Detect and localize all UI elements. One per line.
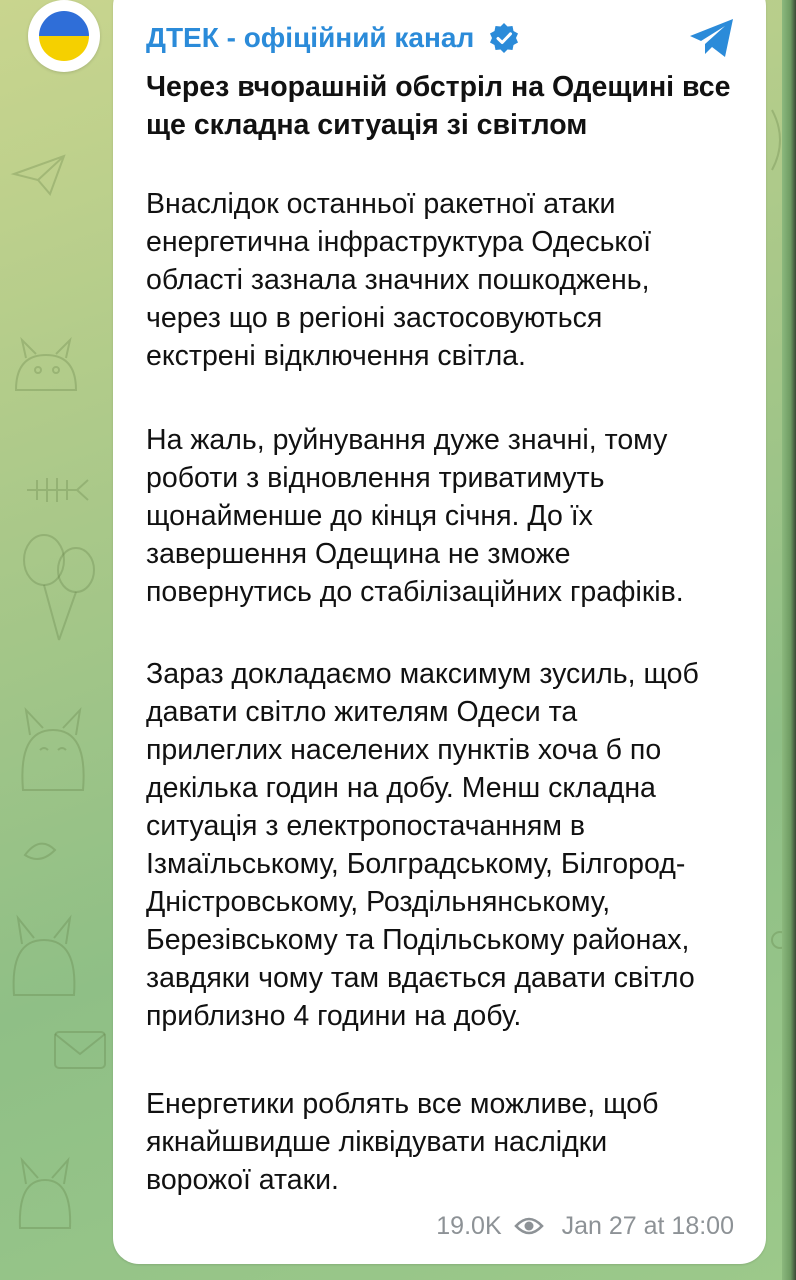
message-meta	[436, 1208, 734, 1244]
text-line: завершення Одещина не зможе	[146, 538, 571, 570]
post-title-line: ще складна ситуація зі світлом	[146, 109, 588, 141]
eye-icon	[514, 1215, 544, 1237]
text-line: області зазнала значних пошкоджень,	[146, 264, 650, 296]
text-line: приблизно 4 години на добу.	[146, 1000, 522, 1032]
text-line: давати світло жителям Одеси та	[146, 696, 578, 728]
view-count: 19.0K	[436, 1212, 502, 1240]
balloons-doodle-icon	[14, 530, 104, 650]
text-line: якнайшвидше ліквідувати наслідки	[146, 1126, 608, 1158]
text-line: щонайменше до кінця січня. До їх	[146, 500, 593, 532]
text-line: завдяки чому там вдається давати світло	[146, 962, 695, 994]
post-paragraph-4	[146, 1085, 746, 1199]
telegram-share-icon[interactable]	[688, 17, 736, 59]
post-paragraph-1	[146, 185, 746, 375]
cat-sitting-doodle-icon	[4, 900, 84, 1000]
text-line: декілька годин на добу. Менш складна	[146, 772, 656, 804]
message-header	[146, 20, 520, 56]
channel-avatar[interactable]	[28, 0, 100, 72]
text-line: екстрені відключення світла.	[146, 340, 526, 372]
post-title	[146, 68, 746, 144]
post-title-line: Через вчорашній обстріл на Одещині все	[146, 71, 731, 103]
text-line: На жаль, руйнування дуже значні, тому	[146, 424, 668, 456]
paper-plane-doodle-icon	[10, 150, 70, 200]
text-line: через що в регіоні застосовуються	[146, 302, 603, 334]
text-line: Ізмаїльському, Болградському, Білгород-	[146, 848, 686, 880]
message-timestamp: Jan 27 at 18:00	[561, 1212, 734, 1240]
happy-cat-doodle-icon	[8, 690, 98, 800]
verified-badge-icon	[488, 22, 520, 54]
bird-doodle-icon	[20, 830, 60, 870]
text-line: прилеглих населених пунктів хоча б по	[146, 734, 662, 766]
text-line: ситуація з електропостачанням в	[146, 810, 585, 842]
text-line: Дністровському, Роздільнянському,	[146, 886, 611, 918]
post-paragraph-3	[146, 655, 746, 1035]
text-line: Березівському та Подільському районах,	[146, 924, 690, 956]
fish-bone-doodle-icon	[22, 470, 92, 510]
text-line: Внаслідок останньої ракетної атаки	[146, 188, 616, 220]
text-line: повернутись до стабілізаційних графіків.	[146, 576, 684, 608]
ukraine-flag-icon	[39, 11, 89, 61]
cat-bottom-doodle-icon	[10, 1150, 80, 1230]
text-line: Енергетики роблять все можливе, щоб	[146, 1088, 659, 1120]
text-line: Зараз докладаємо максимум зусиль, щоб	[146, 658, 699, 690]
text-line: ворожої атаки.	[146, 1164, 339, 1196]
channel-name[interactable]: ДТЕК - офіційний канал	[146, 22, 475, 53]
post-paragraph-2	[146, 421, 746, 611]
envelope-doodle-icon	[50, 1020, 110, 1080]
right-edge-shadow	[782, 0, 796, 1280]
text-line: роботи з відновлення триватимуть	[146, 462, 605, 494]
cat-doodle-icon	[6, 330, 86, 400]
text-line: енергетична інфраструктура Одеської	[146, 226, 651, 258]
